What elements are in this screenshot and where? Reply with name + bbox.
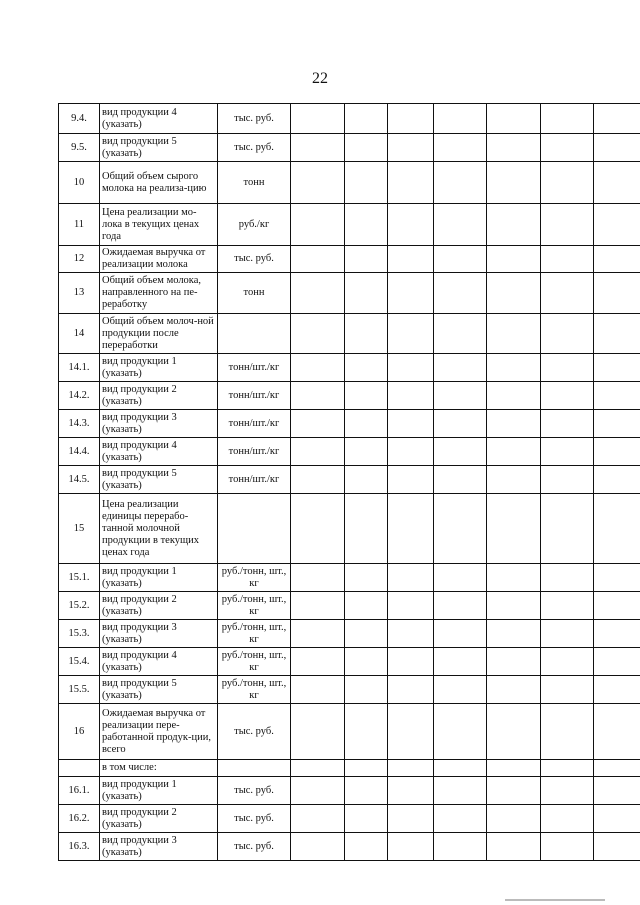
- indicator-name-cell: вид продукции 5 (указать): [100, 676, 218, 704]
- table-row: [59, 382, 640, 410]
- unit-cell: тонн: [218, 273, 291, 314]
- value-cell: [291, 620, 345, 648]
- value-cell: [541, 777, 594, 805]
- value-cell: [434, 162, 487, 204]
- value-cell: [594, 438, 640, 466]
- row-number-cell: 11: [59, 204, 100, 246]
- unit-cell: тонн/шт./кг: [218, 382, 291, 410]
- value-cell: [388, 410, 434, 438]
- table-row: [59, 246, 640, 273]
- value-cell: [541, 162, 594, 204]
- value-cell: [388, 162, 434, 204]
- table-row: [59, 314, 640, 354]
- value-cell: [345, 777, 388, 805]
- value-cell: [434, 410, 487, 438]
- table-row: [59, 833, 640, 861]
- value-cell: [345, 592, 388, 620]
- indicator-name-cell: вид продукции 4 (указать): [100, 438, 218, 466]
- value-cell: [388, 382, 434, 410]
- unit-cell: [218, 760, 291, 777]
- table-row: [59, 592, 640, 620]
- table-row: [59, 410, 640, 438]
- value-cell: [388, 134, 434, 162]
- value-cell: [541, 204, 594, 246]
- value-cell: [345, 410, 388, 438]
- value-cell: [487, 494, 541, 564]
- value-cell: [345, 676, 388, 704]
- value-cell: [487, 382, 541, 410]
- indicator-name-cell: вид продукции 5 (указать): [100, 466, 218, 494]
- value-cell: [594, 704, 640, 760]
- row-number-cell: 15.2.: [59, 592, 100, 620]
- value-cell: [487, 354, 541, 382]
- value-cell: [594, 620, 640, 648]
- row-number-cell: 16.1.: [59, 777, 100, 805]
- indicator-name-cell: Ожидаемая выручка от реализации молока: [100, 246, 218, 273]
- value-cell: [487, 134, 541, 162]
- value-cell: [541, 760, 594, 777]
- unit-cell: руб./тонн, шт., кг: [218, 564, 291, 592]
- value-cell: [541, 592, 594, 620]
- value-cell: [594, 760, 640, 777]
- table-row: [59, 620, 640, 648]
- value-cell: [594, 354, 640, 382]
- table-row: [59, 204, 640, 246]
- value-cell: [541, 833, 594, 861]
- table-row: [59, 805, 640, 833]
- value-cell: [487, 676, 541, 704]
- value-cell: [594, 564, 640, 592]
- unit-cell: тонн/шт./кг: [218, 410, 291, 438]
- row-number-cell: 15: [59, 494, 100, 564]
- row-number-cell: 14.3.: [59, 410, 100, 438]
- unit-cell: [218, 314, 291, 354]
- value-cell: [487, 620, 541, 648]
- value-cell: [345, 704, 388, 760]
- unit-cell: тонн/шт./кг: [218, 354, 291, 382]
- value-cell: [434, 833, 487, 861]
- value-cell: [594, 314, 640, 354]
- value-cell: [594, 134, 640, 162]
- value-cell: [291, 134, 345, 162]
- value-cell: [345, 104, 388, 134]
- page-number: 22: [312, 70, 328, 87]
- value-cell: [594, 204, 640, 246]
- table-row: [59, 494, 640, 564]
- value-cell: [345, 805, 388, 833]
- value-cell: [541, 494, 594, 564]
- value-cell: [388, 104, 434, 134]
- table-row: [59, 777, 640, 805]
- value-cell: [345, 314, 388, 354]
- value-cell: [487, 704, 541, 760]
- value-cell: [434, 704, 487, 760]
- value-cell: [594, 104, 640, 134]
- value-cell: [434, 648, 487, 676]
- value-cell: [388, 704, 434, 760]
- value-cell: [594, 466, 640, 494]
- row-number-cell: 15.1.: [59, 564, 100, 592]
- value-cell: [388, 592, 434, 620]
- table-row: [59, 273, 640, 314]
- value-cell: [434, 104, 487, 134]
- value-cell: [541, 648, 594, 676]
- row-number-cell: 16.3.: [59, 833, 100, 861]
- value-cell: [434, 620, 487, 648]
- value-cell: [541, 676, 594, 704]
- value-cell: [434, 760, 487, 777]
- value-cell: [345, 494, 388, 564]
- indicator-name-cell: вид продукции 2 (указать): [100, 805, 218, 833]
- indicator-name-cell: Общий объем молоч-ной продукции после переработки: [100, 314, 218, 354]
- value-cell: [388, 777, 434, 805]
- value-cell: [434, 273, 487, 314]
- unit-cell: руб./тонн, шт., кг: [218, 676, 291, 704]
- value-cell: [541, 620, 594, 648]
- row-number-cell: 16.2.: [59, 805, 100, 833]
- unit-cell: тыс. руб.: [218, 246, 291, 273]
- indicator-name-cell: вид продукции 2 (указать): [100, 592, 218, 620]
- value-cell: [541, 382, 594, 410]
- value-cell: [291, 704, 345, 760]
- value-cell: [434, 438, 487, 466]
- value-cell: [594, 494, 640, 564]
- unit-cell: руб./кг: [218, 204, 291, 246]
- value-cell: [487, 805, 541, 833]
- value-cell: [487, 246, 541, 273]
- value-cell: [345, 564, 388, 592]
- unit-cell: тонн/шт./кг: [218, 466, 291, 494]
- value-cell: [594, 162, 640, 204]
- value-cell: [388, 833, 434, 861]
- value-cell: [291, 382, 345, 410]
- indicator-name-cell: вид продукции 5 (указать): [100, 134, 218, 162]
- value-cell: [345, 204, 388, 246]
- value-cell: [291, 354, 345, 382]
- unit-cell: тыс. руб.: [218, 833, 291, 861]
- row-number-cell: 12: [59, 246, 100, 273]
- unit-cell: тонн: [218, 162, 291, 204]
- value-cell: [434, 564, 487, 592]
- value-cell: [594, 592, 640, 620]
- value-cell: [388, 620, 434, 648]
- indicator-name-cell: Цена реализации мо-лока в текущих ценах года: [100, 204, 218, 246]
- row-number-cell: 14.2.: [59, 382, 100, 410]
- value-cell: [487, 438, 541, 466]
- row-number-cell: 10: [59, 162, 100, 204]
- value-cell: [434, 246, 487, 273]
- value-cell: [388, 314, 434, 354]
- row-number-cell: 15.4.: [59, 648, 100, 676]
- value-cell: [541, 314, 594, 354]
- value-cell: [541, 564, 594, 592]
- value-cell: [594, 382, 640, 410]
- value-cell: [541, 805, 594, 833]
- value-cell: [434, 805, 487, 833]
- row-number-cell: 14: [59, 314, 100, 354]
- table-row: [59, 704, 640, 760]
- value-cell: [388, 805, 434, 833]
- table-row: [59, 676, 640, 704]
- row-number-cell: 14.5.: [59, 466, 100, 494]
- value-cell: [541, 704, 594, 760]
- unit-cell: тыс. руб.: [218, 805, 291, 833]
- value-cell: [345, 466, 388, 494]
- unit-cell: руб./тонн, шт., кг: [218, 592, 291, 620]
- value-cell: [487, 314, 541, 354]
- value-cell: [388, 466, 434, 494]
- indicator-name-cell: вид продукции 3 (указать): [100, 410, 218, 438]
- row-number-cell: 13: [59, 273, 100, 314]
- value-cell: [487, 162, 541, 204]
- indicator-name-cell: Общий объем сырого молока на реализа-цию: [100, 162, 218, 204]
- row-number-cell: 15.3.: [59, 620, 100, 648]
- value-cell: [345, 246, 388, 273]
- value-cell: [487, 592, 541, 620]
- value-cell: [434, 134, 487, 162]
- value-cell: [434, 494, 487, 564]
- value-cell: [541, 438, 594, 466]
- value-cell: [291, 410, 345, 438]
- value-cell: [291, 162, 345, 204]
- value-cell: [594, 676, 640, 704]
- value-cell: [594, 833, 640, 861]
- table-body: [59, 104, 640, 861]
- value-cell: [345, 833, 388, 861]
- indicator-name-cell: вид продукции 4 (указать): [100, 104, 218, 134]
- value-cell: [345, 760, 388, 777]
- value-cell: [291, 273, 345, 314]
- value-cell: [291, 246, 345, 273]
- table-row: [59, 438, 640, 466]
- value-cell: [487, 410, 541, 438]
- value-cell: [291, 494, 345, 564]
- value-cell: [487, 466, 541, 494]
- row-number-cell: 14.4.: [59, 438, 100, 466]
- value-cell: [487, 273, 541, 314]
- value-cell: [345, 382, 388, 410]
- row-number-cell: [59, 760, 100, 777]
- value-cell: [594, 777, 640, 805]
- table-row: [59, 354, 640, 382]
- value-cell: [434, 676, 487, 704]
- value-cell: [291, 833, 345, 861]
- value-cell: [434, 777, 487, 805]
- indicator-name-cell: в том числе:: [100, 760, 218, 777]
- table-row: [59, 760, 640, 777]
- row-number-cell: 16: [59, 704, 100, 760]
- value-cell: [487, 564, 541, 592]
- value-cell: [388, 760, 434, 777]
- value-cell: [487, 760, 541, 777]
- indicator-name-cell: вид продукции 1 (указать): [100, 564, 218, 592]
- table-row: [59, 162, 640, 204]
- value-cell: [345, 273, 388, 314]
- value-cell: [594, 410, 640, 438]
- value-cell: [291, 592, 345, 620]
- table-row: [59, 466, 640, 494]
- value-cell: [345, 438, 388, 466]
- value-cell: [388, 648, 434, 676]
- unit-cell: тыс. руб.: [218, 104, 291, 134]
- unit-cell: тыс. руб.: [218, 134, 291, 162]
- value-cell: [291, 564, 345, 592]
- value-cell: [487, 104, 541, 134]
- value-cell: [594, 246, 640, 273]
- indicator-name-cell: вид продукции 3 (указать): [100, 620, 218, 648]
- unit-cell: тыс. руб.: [218, 777, 291, 805]
- value-cell: [291, 648, 345, 676]
- value-cell: [388, 494, 434, 564]
- value-cell: [291, 204, 345, 246]
- value-cell: [434, 466, 487, 494]
- value-cell: [487, 204, 541, 246]
- value-cell: [291, 104, 345, 134]
- value-cell: [594, 648, 640, 676]
- value-cell: [345, 620, 388, 648]
- value-cell: [291, 438, 345, 466]
- value-cell: [388, 354, 434, 382]
- value-cell: [291, 805, 345, 833]
- value-cell: [541, 104, 594, 134]
- row-number-cell: 15.5.: [59, 676, 100, 704]
- value-cell: [291, 676, 345, 704]
- value-cell: [345, 648, 388, 676]
- table-row: [59, 648, 640, 676]
- indicator-name-cell: вид продукции 4 (указать): [100, 648, 218, 676]
- value-cell: [487, 777, 541, 805]
- value-cell: [345, 134, 388, 162]
- value-cell: [594, 273, 640, 314]
- indicator-name-cell: вид продукции 3 (указать): [100, 833, 218, 861]
- value-cell: [388, 204, 434, 246]
- value-cell: [291, 466, 345, 494]
- value-cell: [291, 760, 345, 777]
- table-row: [59, 134, 640, 162]
- table-row: [59, 104, 640, 134]
- value-cell: [388, 273, 434, 314]
- value-cell: [541, 134, 594, 162]
- value-cell: [434, 204, 487, 246]
- unit-cell: тыс. руб.: [218, 704, 291, 760]
- row-number-cell: 9.5.: [59, 134, 100, 162]
- value-cell: [487, 833, 541, 861]
- value-cell: [388, 564, 434, 592]
- production-table: [58, 103, 640, 861]
- unit-cell: руб./тонн, шт., кг: [218, 648, 291, 676]
- value-cell: [487, 648, 541, 676]
- indicator-name-cell: Общий объем молока, направленного на пе-реработку: [100, 273, 218, 314]
- indicator-name-cell: вид продукции 1 (указать): [100, 777, 218, 805]
- value-cell: [541, 354, 594, 382]
- value-cell: [434, 314, 487, 354]
- value-cell: [541, 410, 594, 438]
- indicator-name-cell: Ожидаемая выручка от реализации пере-работанной продук-ции, всего: [100, 704, 218, 760]
- value-cell: [345, 354, 388, 382]
- indicator-name-cell: вид продукции 2 (указать): [100, 382, 218, 410]
- value-cell: [388, 438, 434, 466]
- table-row: [59, 564, 640, 592]
- value-cell: [291, 777, 345, 805]
- value-cell: [388, 676, 434, 704]
- row-number-cell: 9.4.: [59, 104, 100, 134]
- value-cell: [345, 162, 388, 204]
- scan-edge-mark: [505, 899, 605, 901]
- value-cell: [434, 354, 487, 382]
- unit-cell: руб./тонн, шт., кг: [218, 620, 291, 648]
- value-cell: [541, 246, 594, 273]
- value-cell: [434, 592, 487, 620]
- row-number-cell: 14.1.: [59, 354, 100, 382]
- indicator-name-cell: Цена реализации единицы перерабо-танной молочной продукции в текущих ценах года: [100, 494, 218, 564]
- unit-cell: [218, 494, 291, 564]
- value-cell: [541, 273, 594, 314]
- value-cell: [388, 246, 434, 273]
- unit-cell: тонн/шт./кг: [218, 438, 291, 466]
- value-cell: [541, 466, 594, 494]
- indicator-name-cell: вид продукции 1 (указать): [100, 354, 218, 382]
- value-cell: [594, 805, 640, 833]
- value-cell: [291, 314, 345, 354]
- value-cell: [434, 382, 487, 410]
